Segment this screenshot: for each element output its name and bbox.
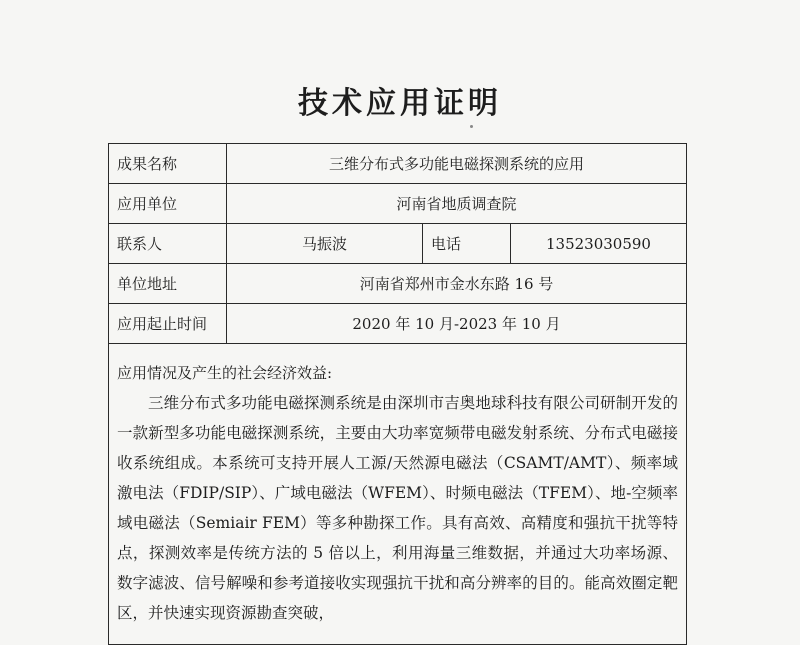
phone-value: 13523030590: [511, 224, 687, 264]
achievement-label: 成果名称: [109, 144, 227, 184]
period-value: 2020 年 10 月-2023 年 10 月: [227, 304, 687, 344]
address-label: 单位地址: [109, 264, 227, 304]
unit-label: 应用单位: [109, 184, 227, 224]
benefits-heading: 应用情况及产生的社会经济效益:: [117, 364, 333, 382]
phone-label: 电话: [423, 224, 511, 264]
benefits-cell: [109, 344, 687, 645]
row-achievement: [109, 144, 687, 184]
unit-value: 河南省地质调查院: [227, 184, 687, 224]
address-value: 河南省郑州市金水东路 16 号: [227, 264, 687, 304]
row-period: [109, 304, 687, 344]
row-benefits: [109, 344, 687, 645]
info-table: [108, 143, 687, 645]
row-contact: [109, 224, 687, 264]
contact-value: 马振波: [227, 224, 423, 264]
scan-speck: [470, 125, 473, 128]
row-address: [109, 264, 687, 304]
benefits-text: 三维分布式多功能电磁探测系统是由深圳市吉奥地球科技有限公司研制开发的一款新型多功能电磁探测系统，主要由大功率宽频带电磁发射系统、分布式电磁接收系统组成。本系统可支持开展人工源/天然源电磁法（CSAMT/AMT）、频率域激电法（FDIP/SIP）、广域电磁法（WFEM）、时频电磁法（TFEM）、地-空频率域电磁法（Semiair FEM）等多种勘探工作。具有高效、高精度和强抗干扰等特点，探测效率是传统方法的 5 倍以上，利用海量三维数据，并通过大功率场源、数字滤波、信号解噪和参考道接收实现强抗干扰和高分辨率的目的。能高效圈定靶区，并快速实现资源勘查突破，: [117, 394, 678, 622]
row-unit: [109, 184, 687, 224]
document-title: 技术应用证明: [298, 86, 502, 121]
period-label: 应用起止时间: [109, 304, 227, 344]
achievement-value: 三维分布式多功能电磁探测系统的应用: [227, 144, 687, 184]
contact-label: 联系人: [109, 224, 227, 264]
